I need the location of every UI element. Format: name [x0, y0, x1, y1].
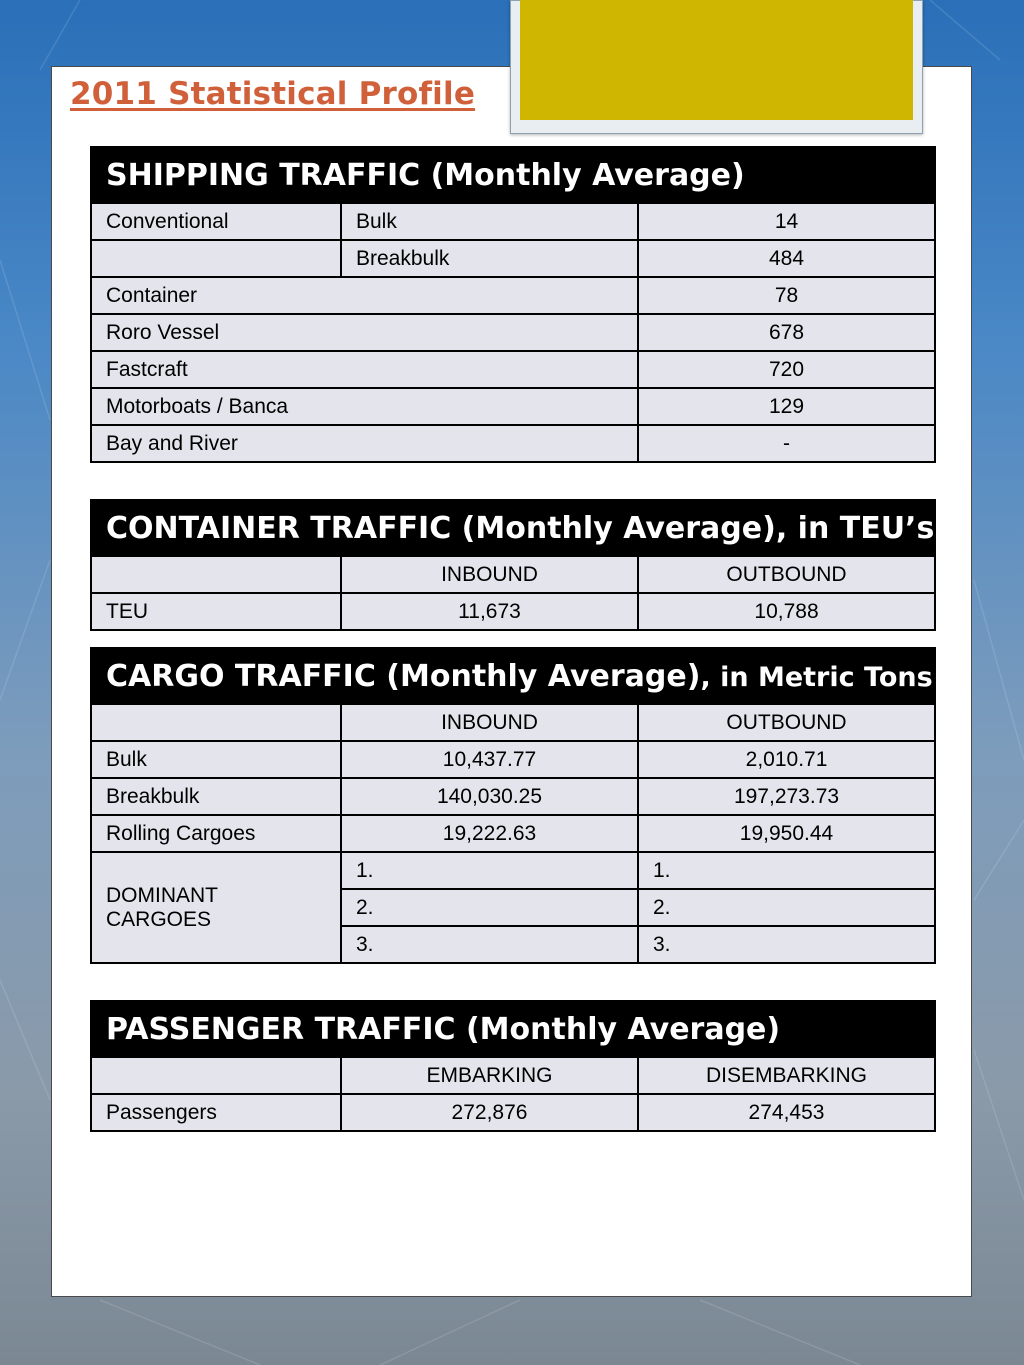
- row-sublabel: Breakbulk: [341, 240, 638, 277]
- cargo-traffic-header: [91, 648, 935, 704]
- dominant-inbound: 1.: [341, 852, 638, 889]
- row-label: Rolling Cargoes: [91, 815, 341, 852]
- cargo-header-main: CARGO TRAFFIC (Monthly Average): [106, 658, 701, 694]
- column-header-outbound: OUTBOUND: [638, 556, 935, 593]
- table-header-row: [91, 1057, 935, 1094]
- row-label: Breakbulk: [91, 778, 341, 815]
- row-label: Container: [91, 277, 638, 314]
- table-row: [91, 815, 935, 852]
- column-header-disembarking: DISEMBARKING: [638, 1057, 935, 1094]
- row-label: [91, 240, 341, 277]
- row-value: 484: [638, 240, 935, 277]
- table-row: [91, 741, 935, 778]
- outbound-value: 19,950.44: [638, 815, 935, 852]
- row-value: 14: [638, 203, 935, 240]
- table-row: [91, 593, 935, 630]
- outbound-value: 197,273.73: [638, 778, 935, 815]
- disembarking-value: 274,453: [638, 1094, 935, 1131]
- table-row: [91, 1094, 935, 1131]
- accent-block: [520, 0, 913, 120]
- embarking-value: 272,876: [341, 1094, 638, 1131]
- passenger-traffic-header: PASSENGER TRAFFIC (Monthly Average): [91, 1001, 935, 1057]
- row-label: Bay and River: [91, 425, 638, 462]
- table-header-row: [91, 556, 935, 593]
- row-label: Fastcraft: [91, 351, 638, 388]
- table-row: [91, 852, 935, 889]
- column-header-inbound: INBOUND: [341, 556, 638, 593]
- dominant-outbound: 3.: [638, 926, 935, 963]
- container-traffic-header: CONTAINER TRAFFIC (Monthly Average), in TEU’s: [91, 500, 935, 556]
- empty-cell: [91, 704, 341, 741]
- row-label: Bulk: [91, 741, 341, 778]
- table-row: [91, 277, 935, 314]
- column-header-outbound: OUTBOUND: [638, 704, 935, 741]
- dominant-outbound: 2.: [638, 889, 935, 926]
- table-row: [91, 388, 935, 425]
- cargo-traffic-table: [90, 647, 936, 964]
- row-sublabel: Bulk: [341, 203, 638, 240]
- dominant-cargoes-label: DOMINANT CARGOES: [91, 852, 341, 963]
- row-label: Roro Vessel: [91, 314, 638, 351]
- row-label: Conventional: [91, 203, 341, 240]
- row-value: -: [638, 425, 935, 462]
- inbound-value: 11,673: [341, 593, 638, 630]
- row-value: 129: [638, 388, 935, 425]
- inbound-value: 140,030.25: [341, 778, 638, 815]
- shipping-traffic-table: [90, 146, 936, 463]
- row-value: 78: [638, 277, 935, 314]
- page-title: 2011 Statistical Profile: [70, 76, 476, 112]
- dominant-inbound: 2.: [341, 889, 638, 926]
- container-traffic-table: [90, 499, 936, 631]
- table-row: [91, 351, 935, 388]
- dominant-outbound: 1.: [638, 852, 935, 889]
- table-row: [91, 778, 935, 815]
- row-value: 678: [638, 314, 935, 351]
- row-label: Motorboats / Banca: [91, 388, 638, 425]
- empty-cell: [91, 556, 341, 593]
- inbound-value: 19,222.63: [341, 815, 638, 852]
- column-header-embarking: EMBARKING: [341, 1057, 638, 1094]
- table-header-row: [91, 704, 935, 741]
- dominant-inbound: 3.: [341, 926, 638, 963]
- row-label: TEU: [91, 593, 341, 630]
- row-value: 720: [638, 351, 935, 388]
- empty-cell: [91, 1057, 341, 1094]
- shipping-traffic-header: SHIPPING TRAFFIC (Monthly Average): [91, 147, 935, 203]
- row-label: Passengers: [91, 1094, 341, 1131]
- inbound-value: 10,437.77: [341, 741, 638, 778]
- outbound-value: 2,010.71: [638, 741, 935, 778]
- table-row: [91, 240, 935, 277]
- column-header-inbound: INBOUND: [341, 704, 638, 741]
- table-row: [91, 314, 935, 351]
- passenger-traffic-table: [90, 1000, 936, 1132]
- table-row: [91, 425, 935, 462]
- table-row: [91, 203, 935, 240]
- outbound-value: 10,788: [638, 593, 935, 630]
- cargo-header-unit: , in Metric Tons: [700, 661, 933, 693]
